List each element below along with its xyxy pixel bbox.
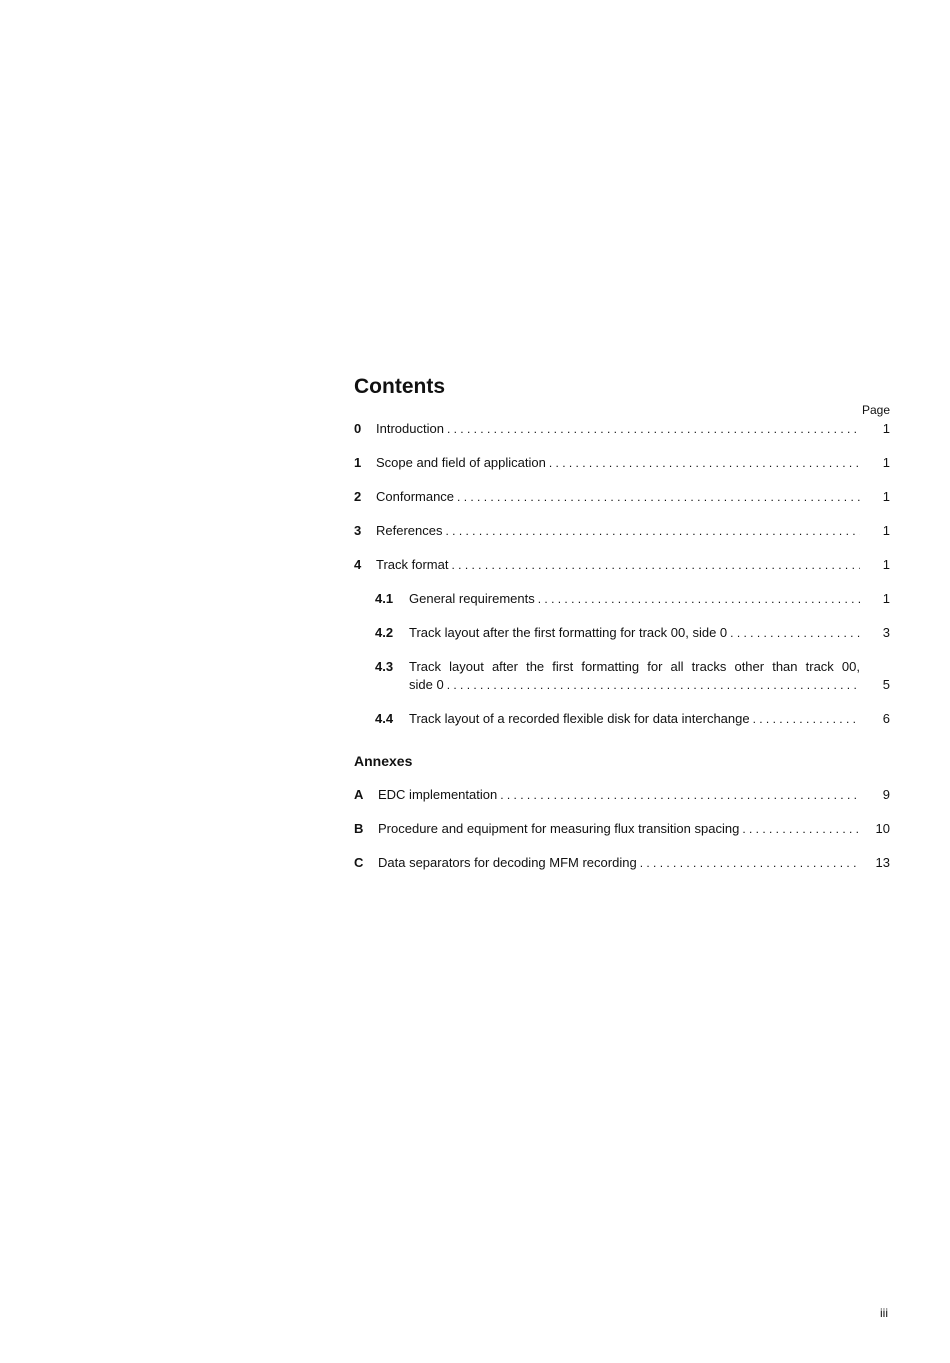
toc-entry-page: 1	[882, 523, 890, 538]
toc-entry-label: General requirements	[409, 591, 535, 606]
toc-entry-3[interactable]	[354, 522, 890, 540]
toc-entry-page: 3	[882, 625, 890, 640]
annex-entry-a[interactable]	[354, 786, 890, 804]
toc-entry-number: 4.1	[375, 591, 394, 606]
toc-entry-label: References	[376, 523, 443, 538]
dot-leader	[742, 820, 860, 838]
annex-letter: A	[354, 787, 364, 802]
annex-page: 10	[875, 821, 890, 836]
dot-leader	[549, 454, 860, 472]
table-of-contents	[354, 372, 890, 872]
annex-letter: B	[354, 821, 364, 836]
toc-entry-label: Track layout after the first formatting for track 00, side 0	[409, 625, 728, 640]
annex-page: 13	[875, 855, 890, 870]
toc-entry-0[interactable]	[354, 420, 890, 438]
toc-entry-number: 4.2	[375, 625, 394, 640]
toc-entry-label: Track format	[376, 557, 449, 572]
toc-entry-4-2[interactable]	[354, 624, 890, 642]
toc-entry-label: Conformance	[376, 489, 455, 504]
toc-entry-label: Track layout of a recorded flexible disk for data interchange	[409, 711, 750, 726]
toc-entry-number: 1	[354, 455, 362, 470]
dot-leader	[447, 420, 860, 438]
annex-label: Procedure and equipment for measuring flux transition spacing	[378, 821, 740, 836]
dot-leader	[753, 710, 860, 728]
toc-entry-label-line1: Track layout after the first formatting for all tracks other than track 00,	[409, 659, 860, 674]
dot-leader	[445, 522, 860, 540]
toc-entry-page: 1	[882, 591, 890, 606]
toc-entry-page: 6	[882, 711, 890, 726]
toc-entry-number: 3	[354, 523, 362, 538]
toc-entry-number: 0	[354, 421, 362, 436]
annex-label: EDC implementation	[378, 787, 498, 802]
toc-entry-page: 1	[882, 421, 890, 436]
toc-entry-4-3[interactable]	[354, 658, 890, 694]
dot-leader	[457, 488, 860, 506]
toc-entry-1[interactable]	[354, 454, 890, 472]
annexes-heading: Annexes	[354, 753, 413, 769]
page-number: iii	[880, 1306, 888, 1320]
toc-entry-4-4[interactable]	[354, 710, 890, 728]
toc-entry-page: 1	[882, 489, 890, 504]
toc-entry-page: 1	[882, 557, 890, 572]
toc-entry-number: 4.4	[375, 711, 394, 726]
toc-entry-label-line2: side 0	[409, 677, 444, 692]
toc-entry-label: Scope and field of application	[376, 455, 546, 470]
dot-leader	[640, 854, 860, 872]
dot-leader	[730, 624, 860, 642]
toc-entry-page: 5	[882, 677, 890, 692]
toc-entry-number: 4.3	[375, 659, 394, 674]
annex-label: Data separators for decoding MFM recording	[378, 855, 637, 870]
dot-leader	[538, 590, 860, 608]
annex-entry-c[interactable]	[354, 854, 890, 872]
toc-entry-4[interactable]	[354, 556, 890, 574]
annex-page: 9	[882, 787, 890, 802]
toc-entry-number: 2	[354, 489, 362, 504]
page-column-header: Page	[861, 403, 890, 417]
toc-entry-label: Introduction	[376, 421, 444, 436]
toc-entry-2[interactable]	[354, 488, 890, 506]
annex-entry-b[interactable]	[354, 820, 890, 838]
toc-entry-number: 4	[354, 557, 362, 572]
contents-title: Contents	[354, 375, 445, 398]
dot-leader	[451, 556, 860, 574]
dot-leader	[500, 786, 860, 804]
toc-entry-4-1[interactable]	[354, 590, 890, 608]
dot-leader	[447, 676, 860, 694]
toc-entry-page: 1	[882, 455, 890, 470]
annex-letter: C	[354, 855, 364, 870]
